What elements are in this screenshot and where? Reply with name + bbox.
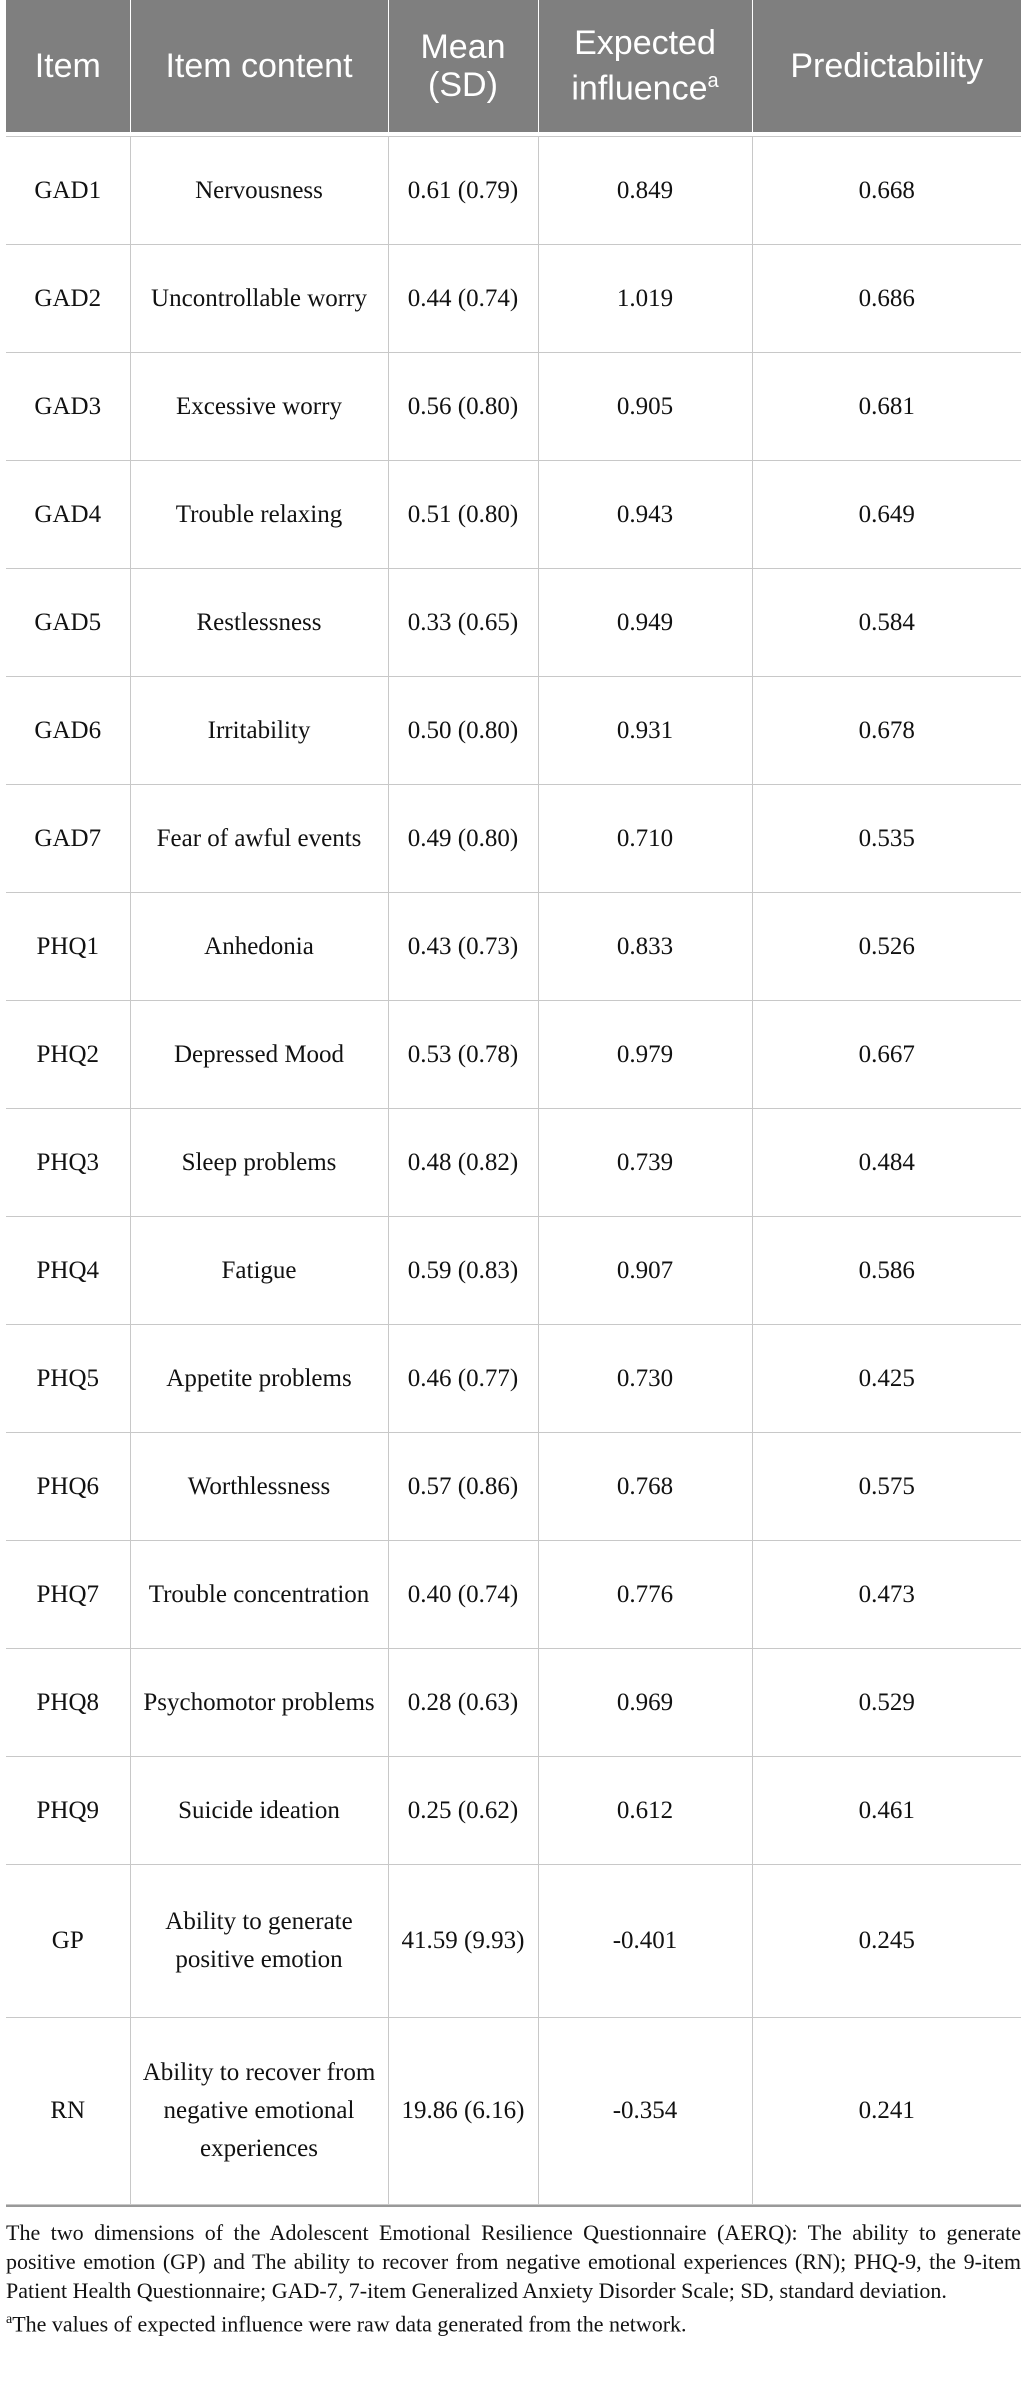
cell-predictability: 0.586 xyxy=(752,1217,1021,1325)
cell-mean: 0.44 (0.74) xyxy=(388,245,538,353)
cell-item: PHQ9 xyxy=(6,1757,130,1865)
cell-content: Anhedonia xyxy=(130,893,388,1001)
cell-content: Sleep problems xyxy=(130,1109,388,1217)
cell-expected-influence: 0.768 xyxy=(538,1433,752,1541)
table-row xyxy=(6,245,1021,353)
cell-predictability: 0.425 xyxy=(752,1325,1021,1433)
header-predictability: Predictability xyxy=(752,0,1021,132)
cell-item: GAD6 xyxy=(6,677,130,785)
cell-content: Trouble concentration xyxy=(130,1541,388,1649)
cell-content: Ability to generate positive emotion xyxy=(130,1865,388,2018)
cell-predictability: 0.461 xyxy=(752,1757,1021,1865)
table-row xyxy=(6,677,1021,785)
cell-content: Appetite problems xyxy=(130,1325,388,1433)
cell-predictability: 0.584 xyxy=(752,569,1021,677)
cell-content: Suicide ideation xyxy=(130,1757,388,1865)
cell-mean: 0.40 (0.74) xyxy=(388,1541,538,1649)
cell-mean: 0.48 (0.82) xyxy=(388,1109,538,1217)
cell-expected-influence: 0.905 xyxy=(538,353,752,461)
data-table xyxy=(6,0,1021,2205)
cell-expected-influence: 0.931 xyxy=(538,677,752,785)
cell-item: PHQ4 xyxy=(6,1217,130,1325)
cell-expected-influence: 0.979 xyxy=(538,1001,752,1109)
cell-mean: 0.56 (0.80) xyxy=(388,353,538,461)
cell-predictability: 0.575 xyxy=(752,1433,1021,1541)
cell-item: GP xyxy=(6,1865,130,2018)
table-row xyxy=(6,1001,1021,1109)
cell-expected-influence: 0.612 xyxy=(538,1757,752,1865)
header-item: Item xyxy=(6,0,130,132)
cell-item: GAD4 xyxy=(6,461,130,569)
cell-content: Restlessness xyxy=(130,569,388,677)
cell-expected-influence: 0.710 xyxy=(538,785,752,893)
cell-item: GAD2 xyxy=(6,245,130,353)
cell-expected-influence: -0.354 xyxy=(538,2018,752,2205)
table-row xyxy=(6,1541,1021,1649)
cell-predictability: 0.526 xyxy=(752,893,1021,1001)
cell-mean: 0.25 (0.62) xyxy=(388,1757,538,1865)
cell-item: GAD1 xyxy=(6,137,130,245)
cell-mean: 0.28 (0.63) xyxy=(388,1649,538,1757)
cell-predictability: 0.529 xyxy=(752,1649,1021,1757)
cell-predictability: 0.668 xyxy=(752,137,1021,245)
table-row xyxy=(6,1865,1021,2018)
table-row xyxy=(6,2018,1021,2205)
cell-mean: 0.51 (0.80) xyxy=(388,461,538,569)
cell-item: PHQ5 xyxy=(6,1325,130,1433)
cell-content: Depressed Mood xyxy=(130,1001,388,1109)
cell-item: PHQ6 xyxy=(6,1433,130,1541)
cell-item: GAD7 xyxy=(6,785,130,893)
table-row xyxy=(6,1109,1021,1217)
cell-mean: 0.49 (0.80) xyxy=(388,785,538,893)
table-row xyxy=(6,353,1021,461)
table-bottom-rule xyxy=(6,2205,1021,2207)
cell-predictability: 0.535 xyxy=(752,785,1021,893)
footnote-marker: a xyxy=(6,2312,13,2327)
cell-content: Trouble relaxing xyxy=(130,461,388,569)
cell-expected-influence: 1.019 xyxy=(538,245,752,353)
cell-content: Worthlessness xyxy=(130,1433,388,1541)
cell-expected-influence: 0.969 xyxy=(538,1649,752,1757)
cell-predictability: 0.484 xyxy=(752,1109,1021,1217)
cell-predictability: 0.681 xyxy=(752,353,1021,461)
footnote-marker: a xyxy=(707,70,719,93)
cell-expected-influence: -0.401 xyxy=(538,1865,752,2018)
cell-predictability: 0.678 xyxy=(752,677,1021,785)
table-row xyxy=(6,893,1021,1001)
cell-predictability: 0.649 xyxy=(752,461,1021,569)
cell-mean: 0.61 (0.79) xyxy=(388,137,538,245)
table-row xyxy=(6,1325,1021,1433)
cell-expected-influence: 0.949 xyxy=(538,569,752,677)
abbreviation-note: The two dimensions of the Adolescent Emotional Resilience Questionnaire (AERQ): The ability to generate positive emotion (GP) and The ability to recover from negative emotional experiences (RN); PHQ-9, the 9-item Patient Health Questionnaire; GAD-7, 7-item Generalized Anxiety Disorder Scale; SD, standard deviation. xyxy=(6,2220,1021,2303)
cell-predictability: 0.241 xyxy=(752,2018,1021,2205)
cell-predictability: 0.473 xyxy=(752,1541,1021,1649)
cell-content: Excessive worry xyxy=(130,353,388,461)
cell-expected-influence: 0.739 xyxy=(538,1109,752,1217)
table-row xyxy=(6,1433,1021,1541)
cell-content: Ability to recover from negative emotional experiences xyxy=(130,2018,388,2205)
cell-expected-influence: 0.943 xyxy=(538,461,752,569)
table-row xyxy=(6,137,1021,245)
cell-item: PHQ8 xyxy=(6,1649,130,1757)
cell-expected-influence: 0.833 xyxy=(538,893,752,1001)
cell-content: Uncontrollable worry xyxy=(130,245,388,353)
table-row xyxy=(6,785,1021,893)
cell-item: PHQ1 xyxy=(6,893,130,1001)
table-row xyxy=(6,461,1021,569)
cell-mean: 0.46 (0.77) xyxy=(388,1325,538,1433)
table-row xyxy=(6,1649,1021,1757)
cell-content: Fatigue xyxy=(130,1217,388,1325)
cell-expected-influence: 0.730 xyxy=(538,1325,752,1433)
cell-content: Psychomotor problems xyxy=(130,1649,388,1757)
cell-mean: 41.59 (9.93) xyxy=(388,1865,538,2018)
cell-expected-influence: 0.907 xyxy=(538,1217,752,1325)
cell-item: GAD3 xyxy=(6,353,130,461)
cell-mean: 0.53 (0.78) xyxy=(388,1001,538,1109)
header-row xyxy=(6,0,1021,132)
footnote-a: $^a$The values of expected influence were raw data generated from the network. xyxy=(6,2311,687,2337)
cell-mean: 0.43 (0.73) xyxy=(388,893,538,1001)
cell-expected-influence: 0.776 xyxy=(538,1541,752,1649)
cell-item: GAD5 xyxy=(6,569,130,677)
cell-expected-influence: 0.849 xyxy=(538,137,752,245)
cell-mean: 0.33 (0.65) xyxy=(388,569,538,677)
header-item-content: Item content xyxy=(130,0,388,132)
cell-predictability: 0.667 xyxy=(752,1001,1021,1109)
cell-item: PHQ2 xyxy=(6,1001,130,1109)
cell-item: PHQ3 xyxy=(6,1109,130,1217)
cell-item: RN xyxy=(6,2018,130,2205)
header-expected-influence: Expected influence$^a$ xyxy=(538,0,752,132)
cell-mean: 19.86 (6.16) xyxy=(388,2018,538,2205)
cell-content: Nervousness xyxy=(130,137,388,245)
cell-predictability: 0.686 xyxy=(752,245,1021,353)
table-footnotes xyxy=(6,2218,1021,2338)
cell-mean: 0.57 (0.86) xyxy=(388,1433,538,1541)
header-mean-sd: Mean (SD) xyxy=(388,0,538,132)
cell-item: PHQ7 xyxy=(6,1541,130,1649)
cell-predictability: 0.245 xyxy=(752,1865,1021,2018)
cell-mean: 0.50 (0.80) xyxy=(388,677,538,785)
cell-mean: 0.59 (0.83) xyxy=(388,1217,538,1325)
table-container xyxy=(6,0,1021,2207)
cell-content: Irritability xyxy=(130,677,388,785)
table-row xyxy=(6,569,1021,677)
table-row xyxy=(6,1217,1021,1325)
table-row xyxy=(6,1757,1021,1865)
cell-content: Fear of awful events xyxy=(130,785,388,893)
